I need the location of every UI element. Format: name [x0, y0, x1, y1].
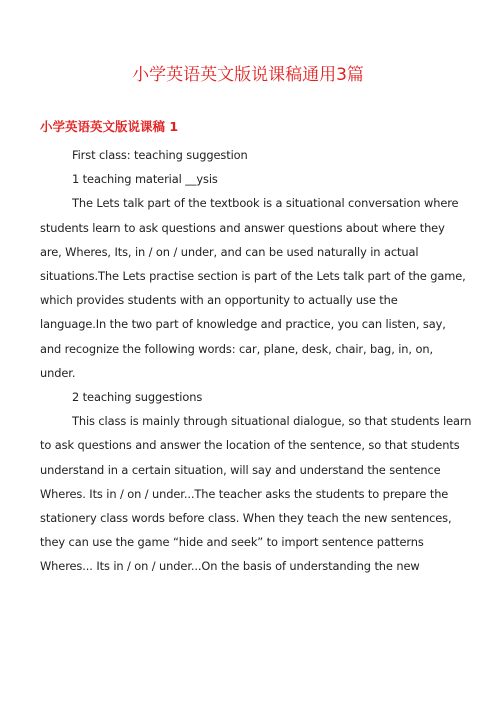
body-line: First class: teaching suggestion	[72, 148, 248, 162]
body-line: 1 teaching material __ysis	[72, 172, 218, 187]
body-line: which provides students with an opportunity to actually use the	[40, 293, 398, 308]
body-line: to ask questions and answer the location of the sentence, so that students	[40, 438, 460, 453]
body-line: Wheres... Its in / on / under...On the basis of understanding the new	[40, 559, 420, 574]
body-line: language.In the two part of knowledge and practice, you can listen, say,	[40, 317, 446, 332]
body-line: understand in a certain situation, will say and understand the sentence	[40, 462, 441, 477]
body-line: are, Wheres, Its, in / on / under, and can be used naturally in actual	[40, 244, 419, 259]
body-line: and recognize the following words: car, plane, desk, chair, bag, in, on,	[40, 341, 433, 356]
section-heading: 小学英语英文版说课稿 1	[40, 119, 179, 134]
body-line: they can use the game “hide and seek” to import sentence patterns	[40, 535, 424, 550]
document-title: 小学英语英文版说课稿通用3篇	[132, 65, 364, 85]
body-line: situations.The Lets practise section is part of the Lets talk part of the game,	[40, 269, 466, 284]
body-line: under.	[40, 365, 76, 380]
document-body	[40, 143, 472, 579]
body-line: stationery class words before class. When they teach the new sentences,	[40, 511, 452, 526]
body-line: The Lets talk part of the textbook is a situational conversation where	[72, 196, 459, 211]
body-line: students learn to ask questions and answer questions about where they	[40, 220, 445, 235]
body-line: Wheres. Its in / on / under...The teacher asks the students to prepare the	[40, 486, 449, 501]
body-line: 2 teaching suggestions	[72, 390, 203, 405]
body-line: This class is mainly through situational dialogue, so that students learn	[72, 414, 472, 429]
